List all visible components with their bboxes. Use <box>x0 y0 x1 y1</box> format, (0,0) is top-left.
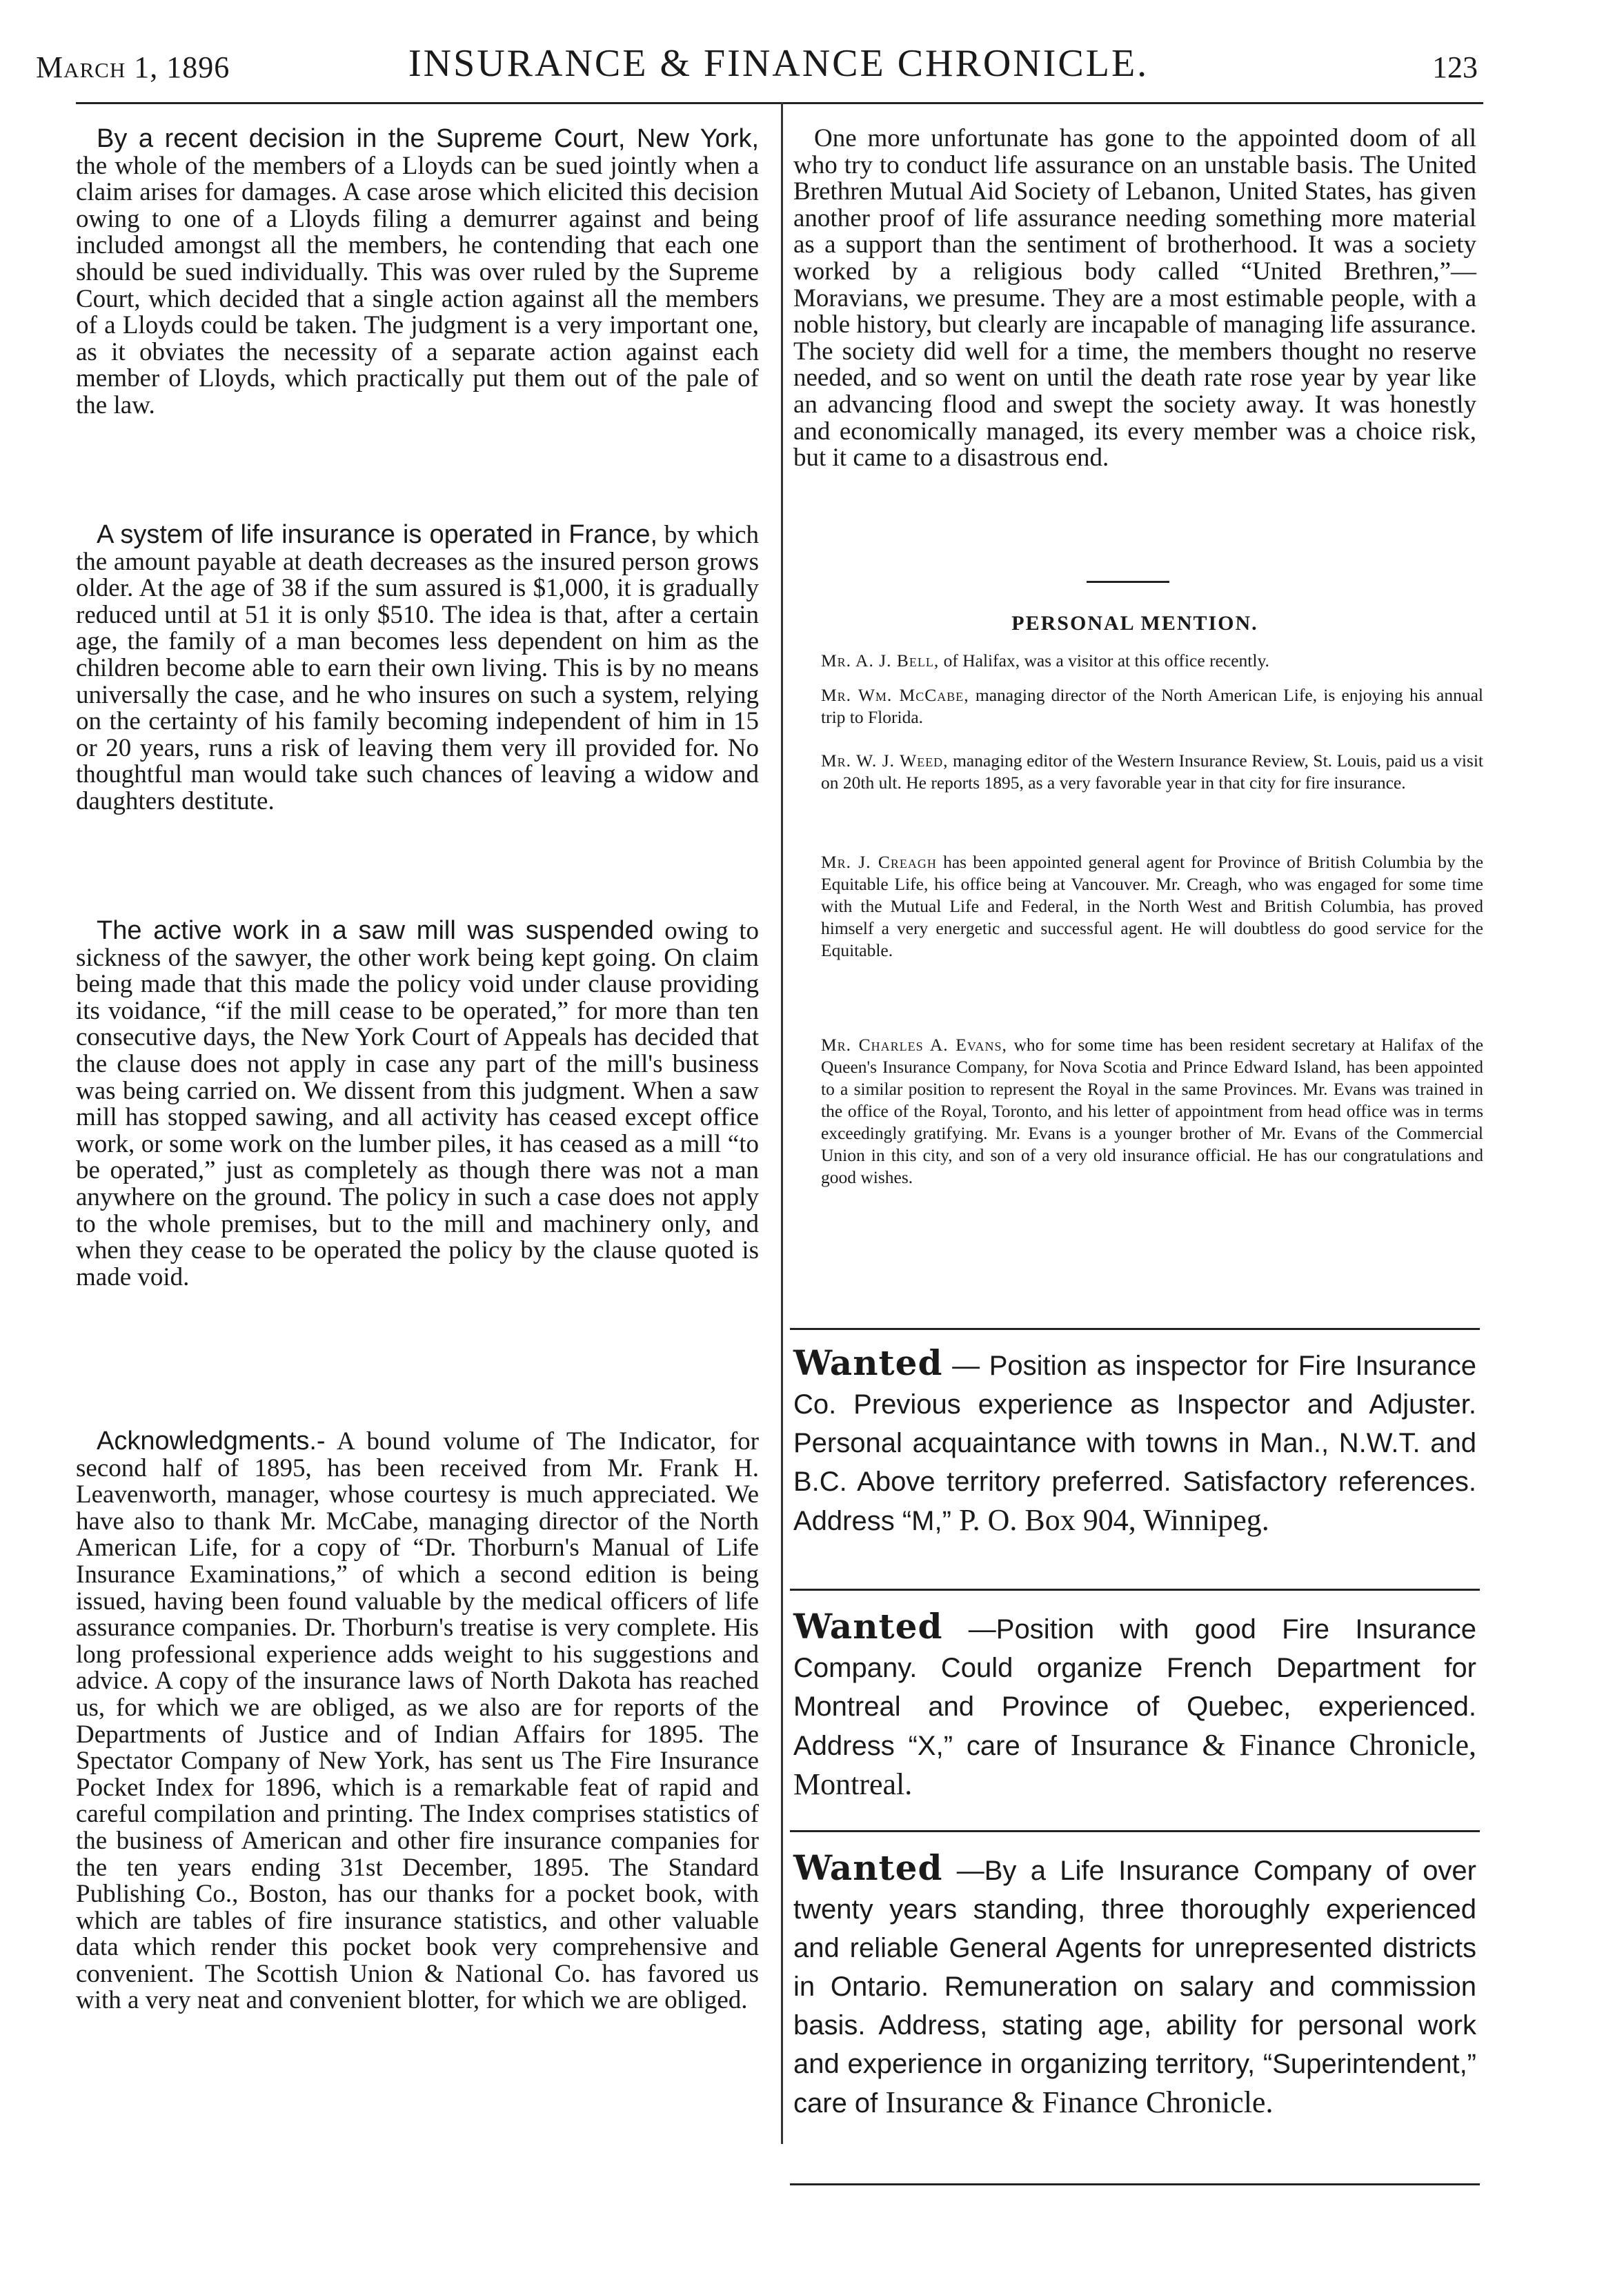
ad-heading: Wanted <box>793 1342 943 1383</box>
ad-rule <box>790 1328 1480 1330</box>
article-acknowledgments <box>76 1428 759 2014</box>
ad-rule <box>790 2183 1480 2185</box>
mention-name: Mr. Wm. McCabe, <box>821 685 969 705</box>
article-lead: Acknowledgments.- <box>97 1427 326 1456</box>
article-body: the whole of the members of a Lloyds can be sued jointly when a claim arises for damages. A case arose which elicited this decision owing to one of a Lloyds filing a demurrer against and being included amongst all the members, he contending that each one should be sued individually. This was over ruled by the Supreme Court, which decided that a single action against all the members of a Lloyds could be taken. The judgment is a very important one, as it obviates the necessity of a separate action against each member of Lloyds, which practically put them out of the pale of the law. <box>76 151 759 419</box>
ad-address: Insurance & Finance Chronicle. <box>885 2085 1274 2119</box>
mention-bell <box>821 650 1483 672</box>
mention-creagh <box>821 851 1483 962</box>
wanted-ad-inspector <box>793 1344 1476 1540</box>
article-lead: The active work in a saw mill was suspended <box>97 916 654 945</box>
ad-heading: Wanted <box>793 1847 943 1888</box>
personal-mention-heading: PERSONAL MENTION. <box>1011 612 1258 635</box>
page-number: 123 <box>1432 50 1478 84</box>
article-saw-mill <box>76 917 759 1291</box>
mention-name: Mr. W. J. Weed, <box>821 751 949 771</box>
page-header <box>36 41 1478 90</box>
article-lloyds <box>76 126 759 419</box>
ad-heading: Wanted <box>793 1606 943 1647</box>
ad-rule <box>790 1830 1480 1832</box>
mention-evans <box>821 1034 1483 1189</box>
mention-text: managing editor of the Western Insurance Review, St. Louis, paid us a visit on 20th ult. He reports 1895, as a very favorable year in that city for fire insurance. <box>821 751 1483 793</box>
article-united-brethren: One more unfortunate has gone to the appointed doom of all who try to conduct life assurance on an unstable basis. The United Brethren Mutual Aid Society of Lebanon, United States, has given another proof of life assurance needing something more material as a support than the sentiment of brotherhood. It was a society worked by a religious body called “United Brethren,”—Moravians, we presume. They are a most estimable people, with a noble history, but clearly are incapable of managing life assurance. The society did well for a time, the members thought no reserve needed, and so went on until the death rate rose year by year like an advancing flood and swept the society away. It was honestly and economically managed, its every member was a choice risk, but it came to a disastrous end. <box>793 124 1476 473</box>
ad-body: —Position with good Fire Insurance Company. Could organize French Department for Montreal and Province of Quebec, experienced. Address “X,” care of <box>793 1614 1476 1761</box>
article-body: A bound volume of The Indicator, for second half of 1895, has been received from Mr. Frank H. Leavenworth, manager, whose courtesy is much appreciated. We have also to thank Mr. McCabe, managing director of the North American Life, for a copy of “Dr. Thorburn's Manual of Life Insurance Examinations,” of which a second edition is being issued, having been found valuable by the medical officers of life assurance companies. Dr. Thorburn's treatise is very complete. His long professional experience adds weight to his suggestions and advice. A copy of the insurance laws of North Dakota has reached us, for which we are obliged, as we also are for reports of the Departments of Justice and of Indian Affairs for 1895. The Spectator Company of New York, has sent us The Fire Insurance Pocket Index for 1896, which is a remarkable feat of rapid and careful compilation and printing. The Index comprises statistics of the business of American and other fire insurance companies for the ten years ending 31st December, 1895. The Standard Publishing Co., Boston, has our thanks for a pocket book, with which are tables of fire insurance statistics, and other valuable data which render this pocket book very comprehensive and convenient. The Scottish Union & National Co. has favored us with a very neat and convenient blotter, for which we are obliged. <box>76 1427 760 2015</box>
mention-text: who for some time has been resident secretary at Halifax of the Queen's Insurance Company, for Nova Scotia and Prince Edward Island, has been appointed to a similar position to represent the Royal in the same Provinces. Mr. Evans was trained in the office of the Royal, Toronto, and his letter of appointment from head office was in terms exceedingly gratifying. Mr. Evans is a younger brother of Mr. Evans of the Commercial Union in this city, and son of a very old insurance official. He has our congratulations and good wishes. <box>821 1035 1484 1187</box>
column-divider <box>781 102 783 2144</box>
wanted-ad-fire-insurance <box>793 1607 1476 1805</box>
article-lead: By a recent decision in the Supreme Court, New York, <box>97 124 759 153</box>
ad-body: — Position as inspector for Fire Insurance Co. Previous experience as Inspector and Adjuster. Personal acquaintance with towns in Man., N.W.T. and B.C. Above territory preferred. Satisfactory references. Address “M,” <box>793 1351 1476 1536</box>
wanted-ad-general-agents <box>793 1849 1476 2123</box>
publication-title: INSURANCE & FINANCE CHRONICLE. <box>408 42 1149 85</box>
article-body: by which the amount payable at death decreases as the insured person grows older. At the age of 38 if the sum assured is $1,000, it is gradually reduced until at 51 it is only $510. The idea is that, after a certain age, the family of a man becomes less dependent on him as the children become able to earn their own living. This is by no means universally the case, and he who insures on such a system, relying on the certainty of his family becoming independent of him in 15 or 20 years, runs a risk of leaving them very ill provided for. No thoughtful man would take such chances of leaving a widow and daughters destitute. <box>76 521 759 815</box>
article-body: owing to sickness of the sawyer, the other work being kept going. On claim being made that this made the policy void under clause providing its voidance, “if the mill cease to be operated,” for more than ten consecutive days, the New York Court of Appeals has decided that the clause does not apply in case any part of the mill's business was being carried on. We dissent from this judgment. When a saw mill has stopped sawing, and all activity has ceased except office work, or some work on the lumber piles, it has ceased as a mill “to be operated,” just as completely as though there was not a man anywhere on the ground. The policy in such a case does not apply to the whole premises, but to the mill and machinery only, and when they cease to be operated the policy by the clause quoted is made void. <box>76 917 760 1291</box>
mention-text: has been appointed general agent for Province of British Columbia by the Equitable Life, his office being at Vancouver. Mr. Creagh, who was engaged for some time with the Mutual Life and Federal, in the North West and British Columbia, has proved himself a very energetic and successful agent. He will doubtless do good service for the Equitable. <box>821 852 1484 960</box>
mention-name: Mr. Charles A. Evans, <box>821 1035 1007 1055</box>
mention-text: of Halifax, was a visitor at this office recently. <box>943 651 1269 671</box>
section-rule <box>1087 581 1169 583</box>
mention-name: Mr. A. J. Bell, <box>821 651 940 671</box>
mention-weed <box>821 750 1483 794</box>
mention-text: managing director of the North American Life, is enjoying his annual trip to Florida. <box>821 685 1483 727</box>
ad-body: —By a Life Insurance Company of over twenty years standing, three thoroughly experienced and reliable General Agents for unrepresented districts in Ontario. Remuneration on salary and commission basis. Address, stating age, ability for personal work and experience in organizing territory, “Superintendent,” care of <box>793 1856 1476 2118</box>
ad-rule <box>790 1589 1480 1591</box>
ad-address: P. O. Box 904, Winnipeg. <box>959 1503 1269 1537</box>
mention-name: Mr. J. Creagh <box>821 852 937 872</box>
mention-mccabe <box>821 684 1483 728</box>
issue-date: March 1, 1896 <box>36 50 230 84</box>
ad-address: Insurance & Finance Chronicle, Montreal. <box>793 1728 1477 1801</box>
header-rule <box>76 102 1483 104</box>
article-france <box>76 522 759 815</box>
article-lead: A system of life insurance is operated in France, <box>97 520 658 549</box>
